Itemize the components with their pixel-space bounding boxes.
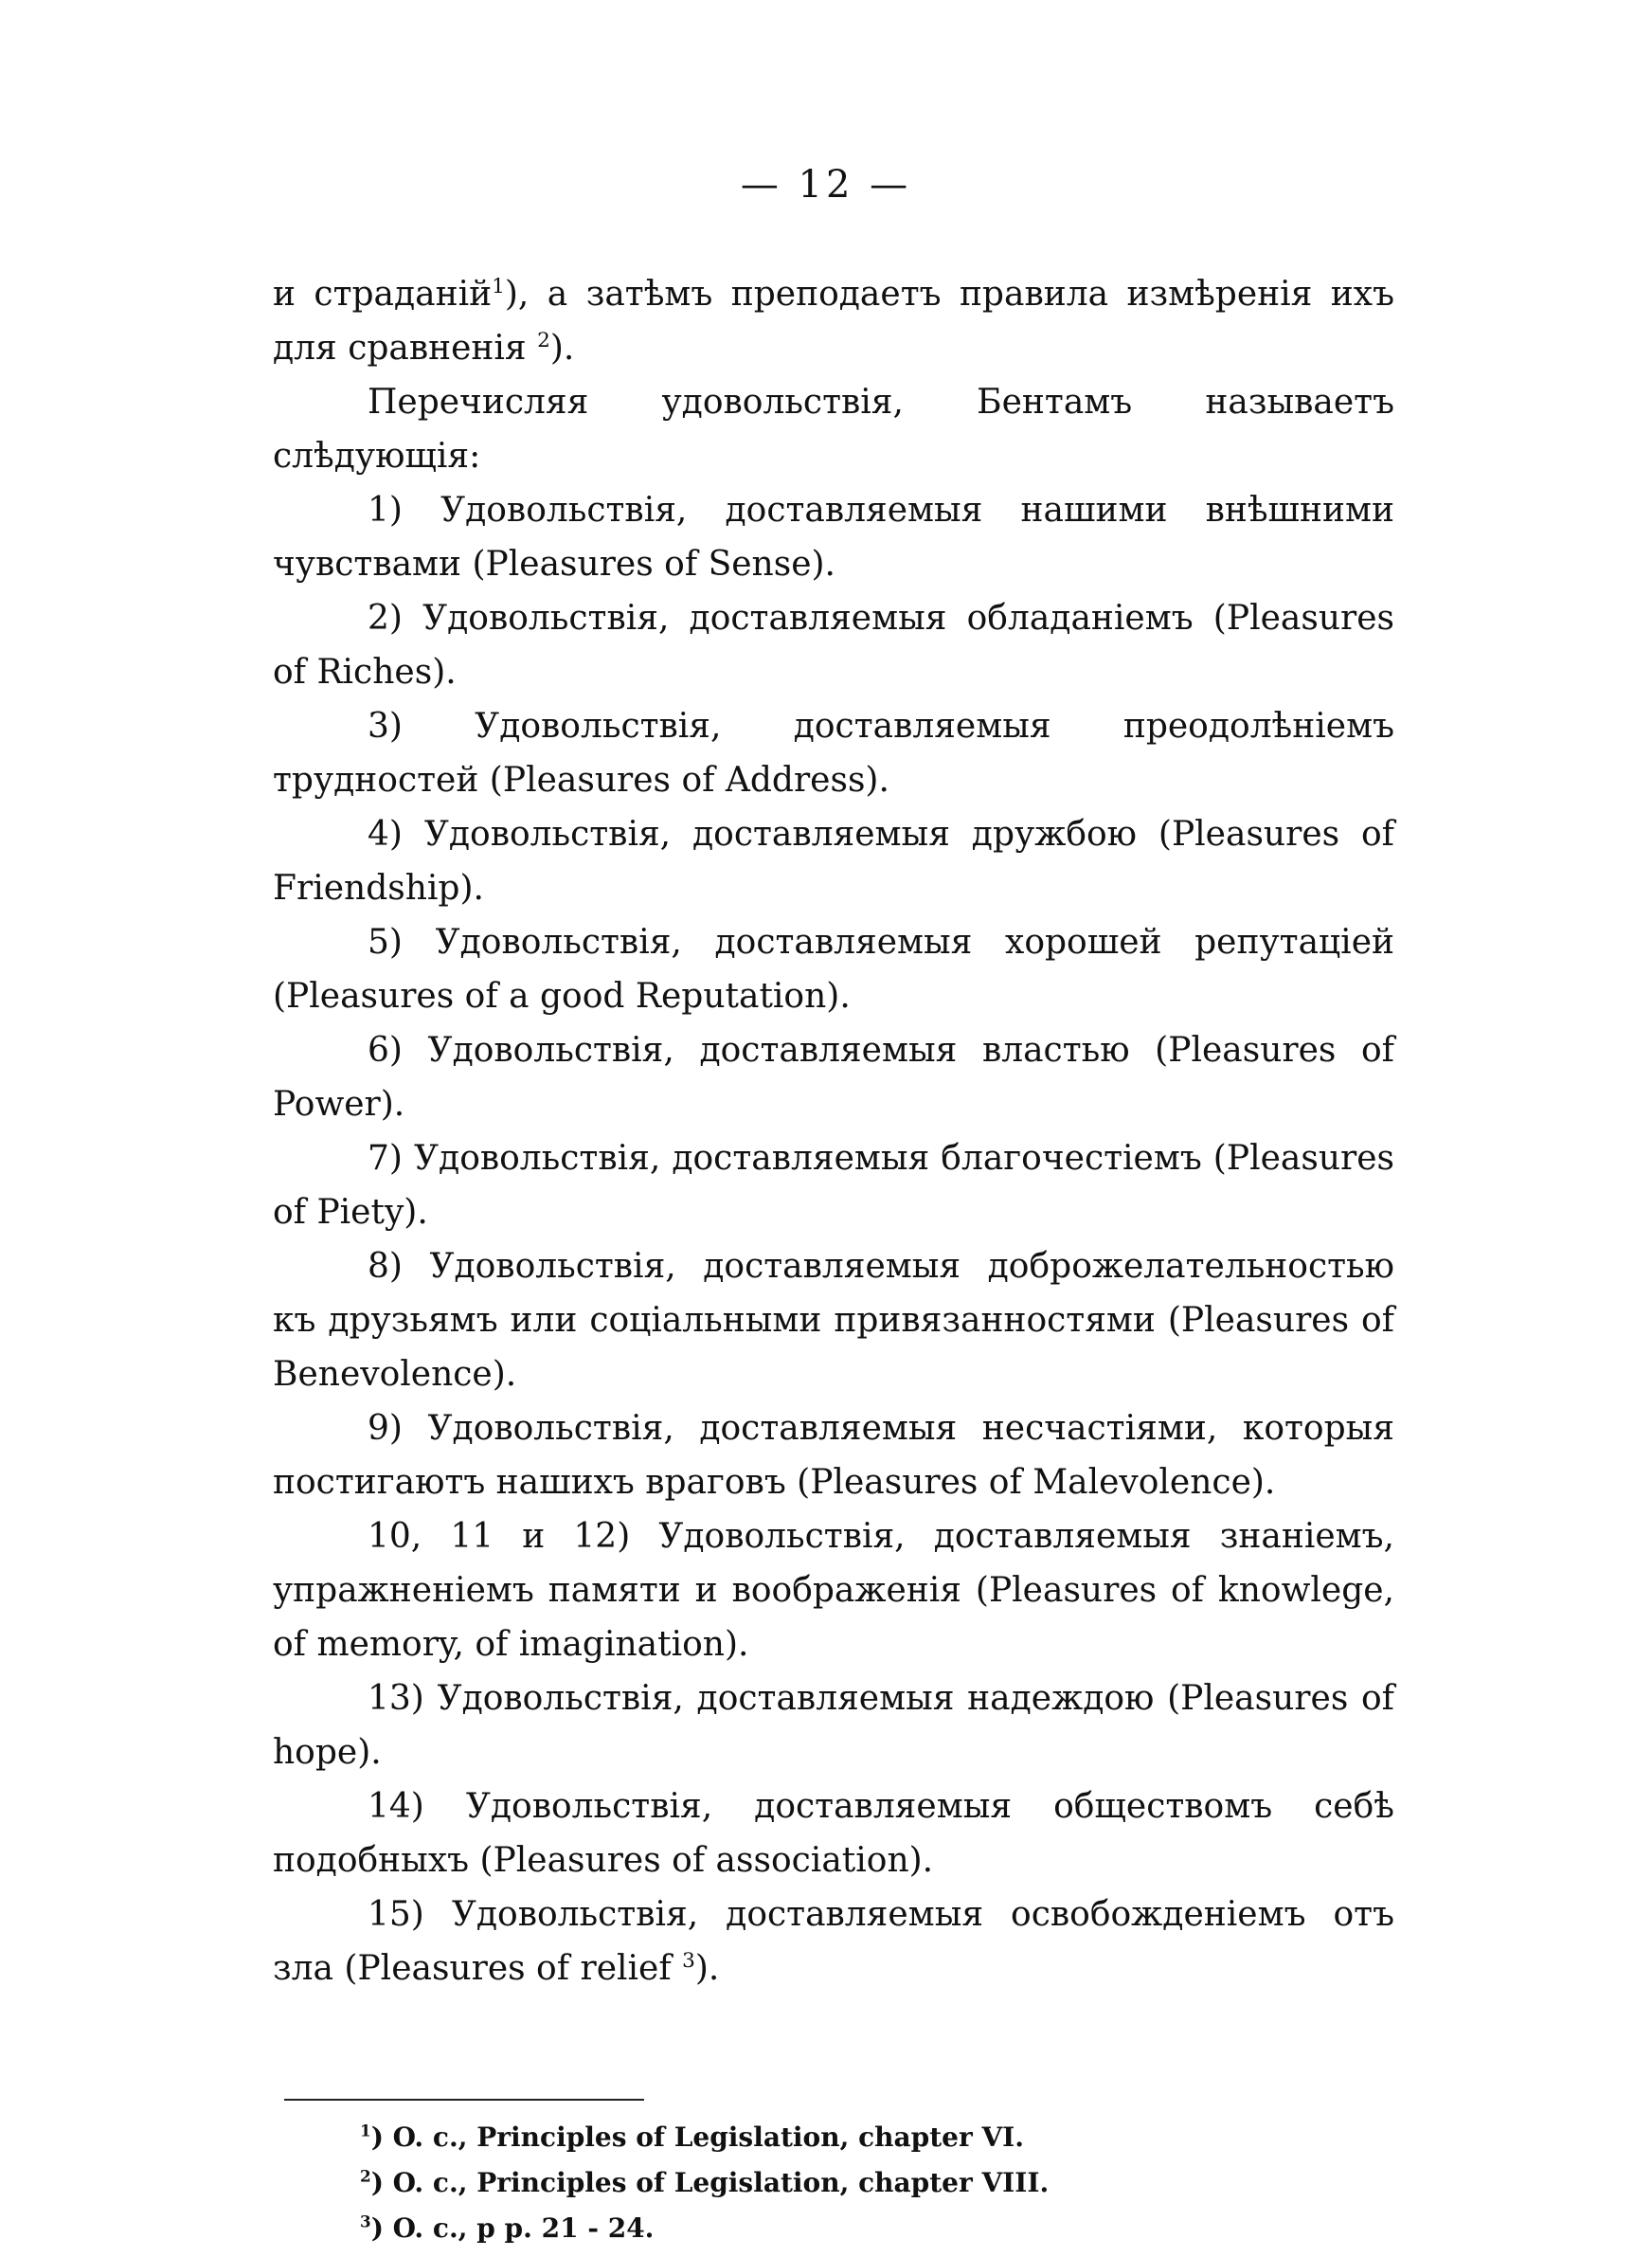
footnote-ref-1: 1 [492,275,505,298]
list-item: 9) Удовольствія, доставляемыя несчастіями, которыя постигаютъ нашихъ враговъ (Pleasures of Malevolence). [273,1409,1394,1502]
list-item-last [273,1887,1394,1995]
intro-paragraph [273,267,1394,375]
footnote-ref-2: 2 [537,329,550,352]
footnote-text: ) O. c., Principles of Legislation, chapter VIII. [370,2167,1050,2198]
lead-paragraph: Перечисляя удовольствія, Бентамъ называетъ слѣдующія: [273,383,1394,476]
last-item-text: 15) Удовольствія, доставляемыя освобожденіемъ отъ зла (Pleasures of relief [273,1895,1394,1988]
list-item: 2) Удовольствія, доставляемыя обладаніемъ (Pleasures of Riches). [273,599,1394,692]
list-item: 14) Удовольствія, доставляемыя обществомъ себѣ подобныхъ (Pleasures of association). [273,1787,1394,1880]
list-item: 3) Удовольствія, доставляемыя преодолѣніемъ трудностей (Pleasures of Address). [273,707,1394,800]
footnote-divider [284,2099,644,2101]
intro-text-b: ), а затѣмъ преподаетъ правила измѣренія ихъ для сравненія [273,275,1394,368]
footnote [360,2115,1212,2160]
list-item: 10, 11 и 12) Удовольствія, доставляемыя знаніемъ, упражненіемъ памяти и воображенія (Pleasures of knowlege, of memory, of imagination). [273,1517,1394,1664]
page-number: — 12 — [740,163,912,207]
intro-text-c: ). [549,329,575,368]
list-item: 8) Удовольствія, доставляемыя доброжелательностью къ друзьямъ или соціальными привязанностями (Pleasures of Benevolence). [273,1247,1394,1394]
footnote-mark: 2 [360,2166,371,2186]
list-item: 13) Удовольствія, доставляемыя надеждою (Pleasures of hope). [273,1679,1394,1772]
list-item: 7) Удовольствія, доставляемыя благочестіемъ (Pleasures of Piety). [273,1139,1394,1232]
footnote-text: ) O. c., p p. 21 - 24. [370,2212,655,2244]
footnote-mark: 1 [360,2121,371,2140]
list-item: 5) Удовольствія, доставляемыя хорошей репутаціей (Pleasures of a good Reputation). [273,923,1394,1016]
body-text [273,267,1394,1995]
footnote-ref-3: 3 [682,1949,695,1973]
footnote-mark: 3 [360,2212,371,2231]
list-item: 1) Удовольствія, доставляемыя нашими внѣшними чувствами (Pleasures of Sense). [273,491,1394,584]
footnote [360,2160,1212,2206]
list-item: 4) Удовольствія, доставляемыя дружбою (Pleasures of Friendship). [273,815,1394,908]
list-item: 6) Удовольствія, доставляемыя властью (Pleasures of Power). [273,1031,1394,1124]
intro-text-a: и страданій [273,275,493,314]
footnote-text: ) O. c., Principles of Legislation, chapter VI. [370,2122,1025,2153]
last-item-end: ). [694,1949,720,1988]
footnote [360,2206,1212,2251]
footnotes [360,2115,1212,2251]
